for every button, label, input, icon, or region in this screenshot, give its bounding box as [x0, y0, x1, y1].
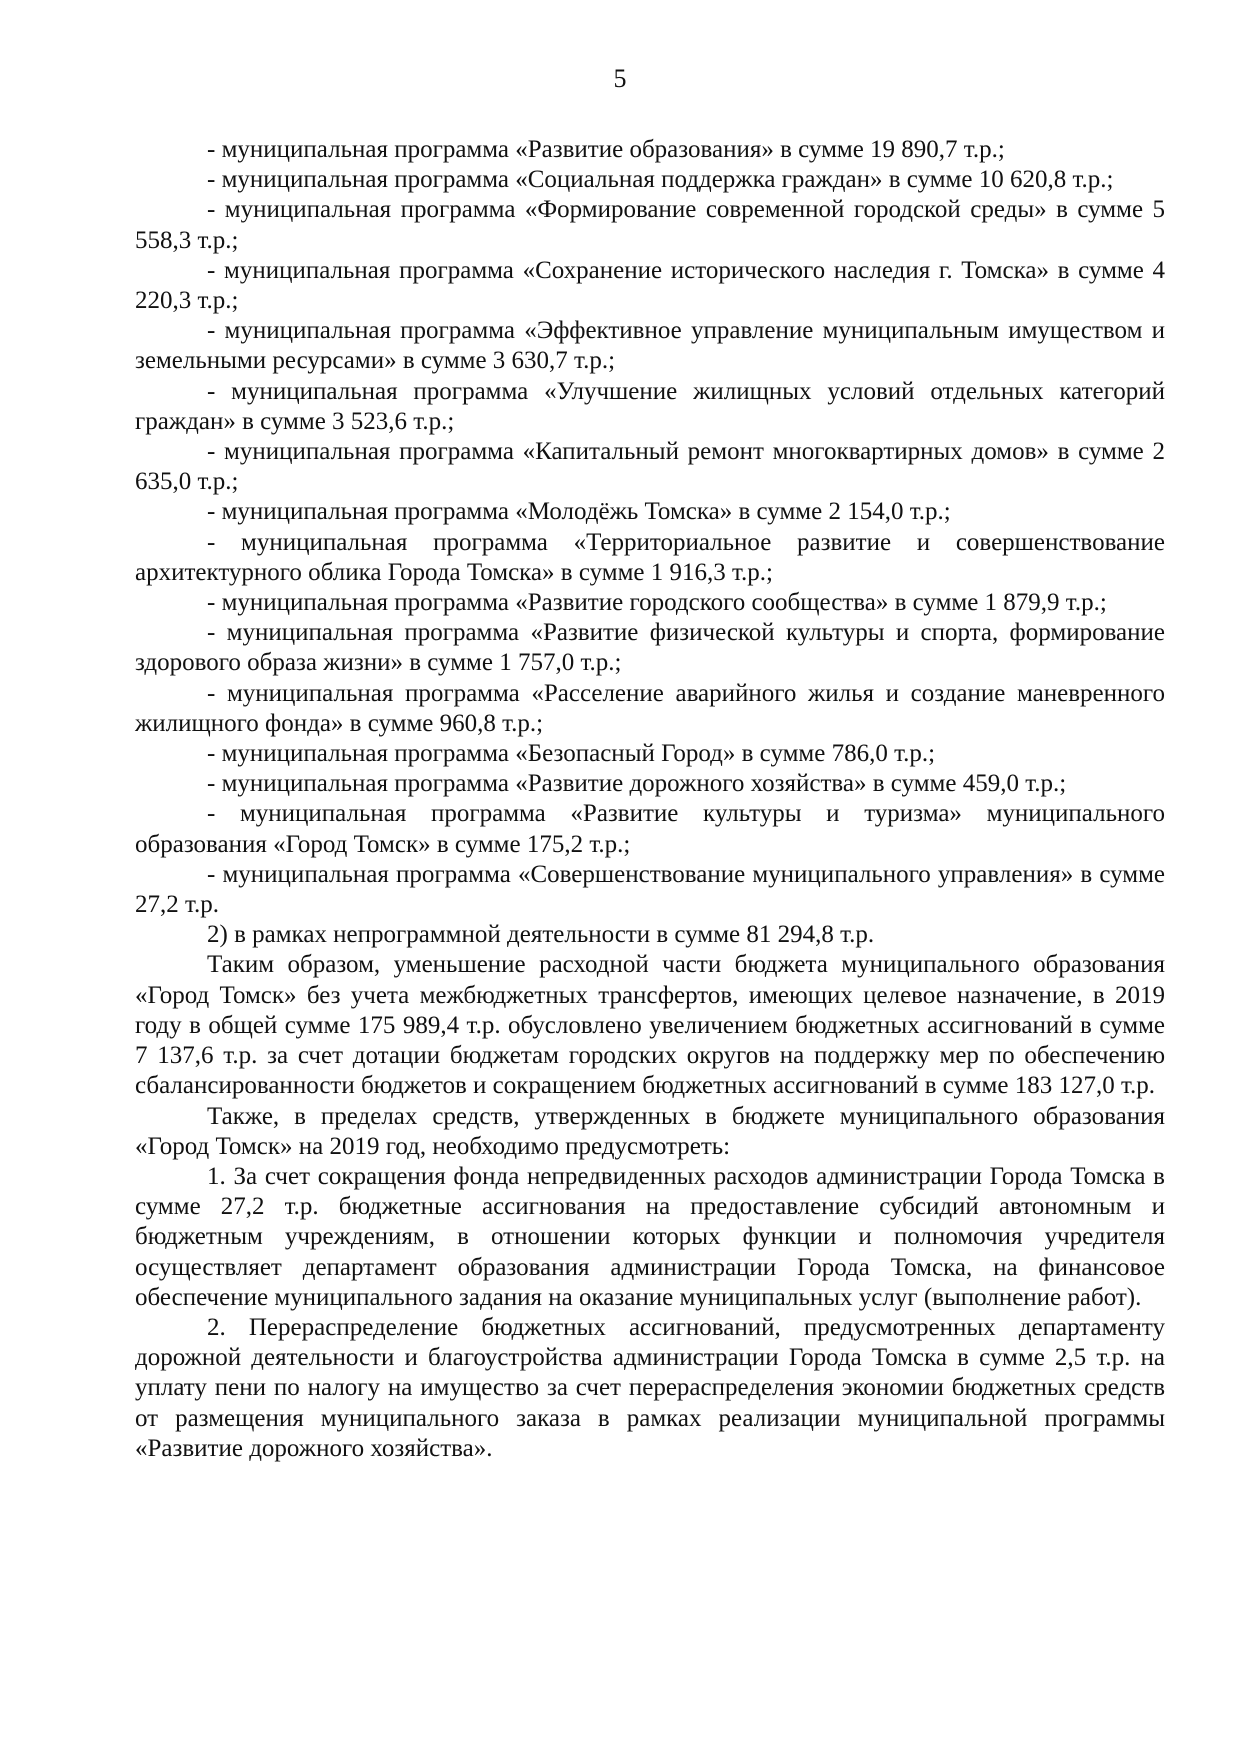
paragraph-program-housing-conditions: - муниципальная программа «Улучшение жилищных условий отдельных категорий граждан» в сумме 3 523,6 т.р.; — [135, 377, 1165, 435]
paragraph-program-urban-environment: - муниципальная программа «Формирование современной городской среды» в сумме 5 558,3 т.р.; — [135, 196, 1165, 254]
paragraph-program-safe-city: - муниципальная программа «Безопасный Город» в сумме 786,0 т.р.; — [207, 740, 936, 768]
paragraph-program-emergency-housing: - муниципальная программа «Расселение аварийного жилья и создание маневренного жилищного фонда» в сумме 960,8 т.р.; — [135, 679, 1165, 737]
paragraph-program-territorial-development: - муниципальная программа «Территориальное развитие и совершенствование архитектурного облика Города Томска» в сумме 1 916,3 т.р.; — [135, 528, 1165, 586]
page-number: 5 — [613, 64, 627, 93]
paragraph-program-education: - муниципальная программа «Развитие образования» в сумме 19 890,7 т.р.; — [207, 136, 1005, 163]
paragraph-program-capital-repair: - муниципальная программа «Капитальный ремонт многоквартирных домов» в сумме 2 635,0 т.р.; — [135, 438, 1165, 496]
paragraph-program-roads: - муниципальная программа «Развитие дорожного хозяйства» в сумме 459,0 т.р.; — [207, 770, 1067, 798]
paragraph-program-culture-tourism: - муниципальная программа «Развитие культуры и туризма» муниципального образования «Город Томск» в сумме 175,2 т.р.; — [135, 800, 1165, 858]
paragraph-program-city-community: - муниципальная программа «Развитие городского сообщества» в сумме 1 879,9 т.р.; — [207, 589, 1107, 617]
paragraph-non-program-activity: 2) в рамках непрограммной деятельности в сумме 81 294,8 т.р. — [207, 921, 875, 949]
paragraph-program-historical-heritage: - муниципальная программа «Сохранение исторического наследия г. Томска» в сумме 4 220,3 т.р.; — [135, 256, 1165, 315]
paragraph-program-youth: - муниципальная программа «Молодёжь Томска» в сумме 2 154,0 т.р.; — [207, 498, 951, 526]
paragraph-program-social-support: - муниципальная программа «Социальная поддержка граждан» в сумме 10 620,8 т.р.; — [207, 166, 1114, 194]
paragraph-program-municipal-management: - муниципальная программа «Совершенствование муниципального управления» в сумме 27,2 т.р. — [135, 860, 1165, 919]
paragraph-program-property-management: - муниципальная программа «Эффективное управление муниципальным имуществом и земельными ресурсами» в сумме 3 630,7 т.р.; — [135, 317, 1165, 375]
paragraph-budget-reduction-summary: Таким образом, уменьшение расходной части бюджета муниципального образования «Город Томск» без учета межбюджетных трансфертов, имеющих целевое назначение, в 2019 году в общей сумме 175 989,4 т.р. обусловлено увеличением бюджетных ассигнований в сумме 7 137,6 т.р. за счет дотации бюджетам городских округов на поддержку мер по обеспечению сбалансированности бюджетов и сокращением бюджетных ассигнований в сумме 183 127,0 т.р. — [135, 951, 1165, 1100]
paragraph-program-sports: - муниципальная программа «Развитие физической культуры и спорта, формирование здорового образа жизни» в сумме 1 757,0 т.р.; — [135, 619, 1165, 677]
paragraph-also-provide: Также, в пределах средств, утвержденных в бюджете муниципального образования «Город Томск» на 2019 год, необходимо предусмотреть: — [135, 1102, 1165, 1160]
paragraph-item-2-redistribution: 2. Перераспределение бюджетных ассигнований, предусмотренных департаменту дорожной деятельности и благоустройства администрации Города Томска в сумме 2,5 т.р. на уплату пени по налогу на имущество за счет перераспределения экономии бюджетных средств от размещения муниципального заказа в рамках реализации муниципальной программы «Развитие дорожного хозяйства». — [135, 1313, 1165, 1462]
paragraph-item-1-subsidies: 1. За счет сокращения фонда непредвиденных расходов администрации Города Томска в сумме 27,2 т.р. бюджетные ассигнования на предоставление субсидий автономным и бюджетным учреждениям, в отношении которых функции и полномочия учредителя осуществляет департамент образования администрации Города Томска, на финансовое обеспечение муниципального задания на оказание муниципальных услуг (выполнение работ). — [135, 1162, 1165, 1311]
document-body — [135, 135, 1165, 1464]
